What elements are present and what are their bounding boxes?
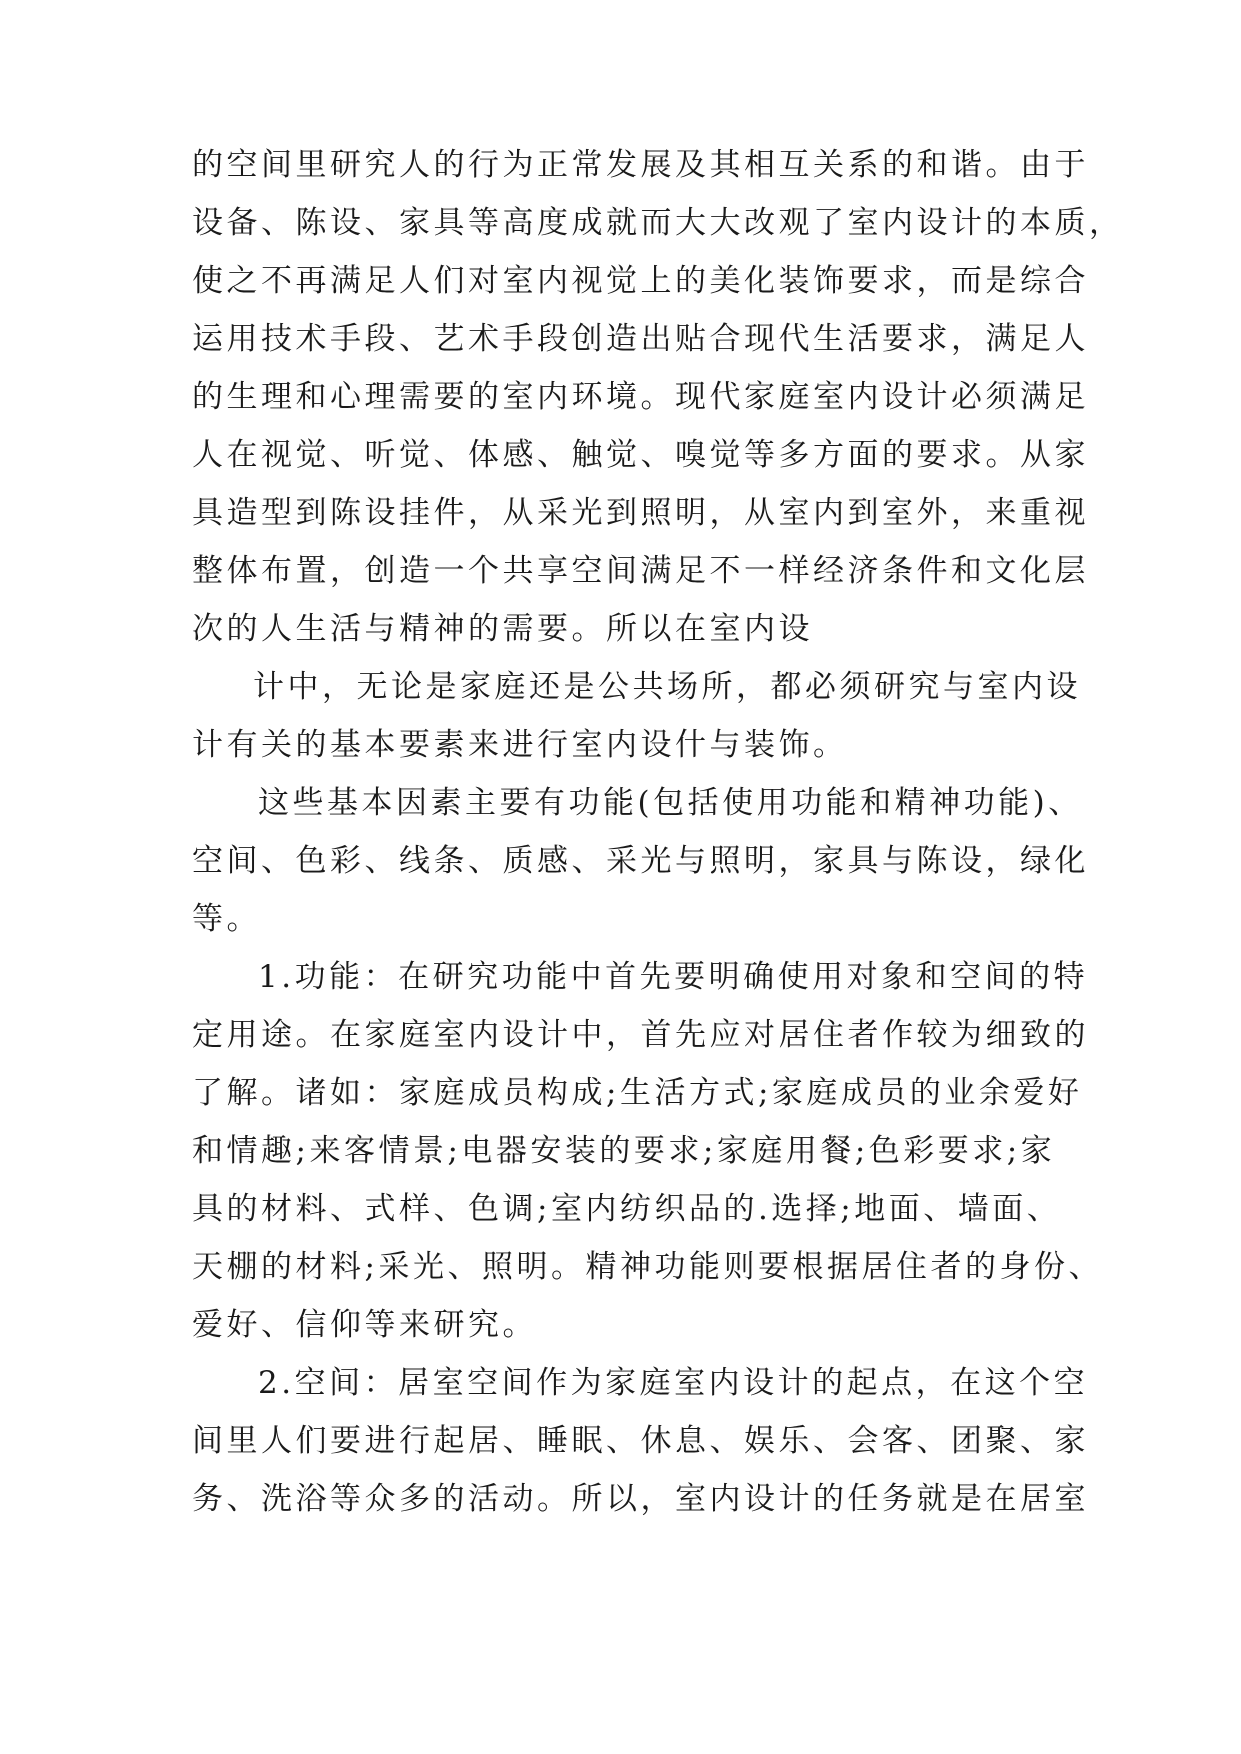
text-line-19: 具的材料、式样、色调;室内纺织品的.选择;地面、墙面、: [192, 1191, 1062, 1227]
text-line-18: 和情趣;来客情景;电器安装的要求;家庭用餐;色彩要求;家: [192, 1133, 1056, 1169]
text-line-9: 次的人生活与精神的需要。所以在室内设: [192, 611, 813, 647]
text-line-5: 的生理和心理需要的室内环境。现代家庭室内设计必须满足: [192, 379, 1089, 415]
text-line-20: 天棚的材料;采光、照明。精神功能则要根据居住者的身份、: [192, 1249, 1103, 1285]
text-line-17: 了解。诸如：家庭成员构成;生活方式;家庭成员的业余爱好: [192, 1075, 1083, 1111]
text-line-13: 空间、色彩、线条、质感、采光与照明，家具与陈设，绿化: [192, 843, 1089, 879]
text-line-1: 的空间里研究人的行为正常发展及其相互关系的和谐。由于: [192, 147, 1089, 183]
text-line-7: 具造型到陈设挂件，从采光到照明，从室内到室外，来重视: [192, 495, 1089, 531]
text-line-16: 定用途。在家庭室内设计中，首先应对居住者作较为细致的: [192, 1017, 1089, 1053]
text-line-6: 人在视觉、听觉、体感、触觉、嗅觉等多方面的要求。从家: [192, 437, 1089, 473]
text-line-23: 间里人们要进行起居、睡眠、休息、娱乐、会客、团聚、家: [192, 1423, 1089, 1459]
text-line-3: 使之不再满足人们对室内视觉上的美化装饰要求，而是综合: [192, 263, 1089, 299]
text-line-24: 务、洗浴等众多的活动。所以，室内设计的任务就是在居室: [192, 1481, 1089, 1517]
text-line-4: 运用技术手段、艺术手段创造出贴合现代生活要求，满足人: [192, 321, 1089, 357]
text-line-8: 整体布置，创造一个共享空间满足不一样经济条件和文化层: [192, 553, 1089, 589]
text-line-12: 这些基本因素主要有功能(包括使用功能和精神功能)、: [258, 785, 1083, 821]
text-line-14: 等。: [192, 901, 261, 937]
text-line-2: 设备、陈设、家具等高度成就而大大改观了室内设计的本质，: [192, 205, 1124, 241]
text-line-11: 计有关的基本要素来进行室内设什与装饰。: [192, 727, 848, 763]
text-line-15: 1.功能：在研究功能中首先要明确使用对象和空间的特: [258, 959, 1089, 995]
text-line-21: 爱好、信仰等来研究。: [192, 1307, 537, 1343]
text-line-10: 计中，无论是家庭还是公共场所，都必须研究与室内设: [253, 669, 1081, 705]
text-line-22: 2.空间：居室空间作为家庭室内设计的起点，在这个空: [258, 1365, 1089, 1401]
